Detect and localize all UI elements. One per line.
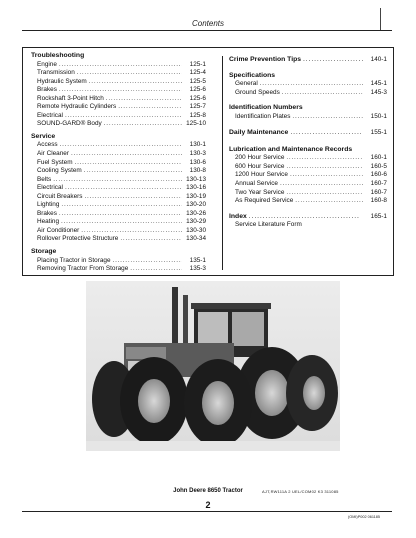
toc-entry[interactable]: [31, 120, 206, 129]
leader-dots: [303, 56, 363, 65]
entry-page: 130-1: [189, 141, 206, 149]
toc-entry[interactable]: [31, 235, 206, 244]
leader-dots: [286, 154, 363, 163]
toc-right-column: [229, 52, 387, 233]
leader-dots: [286, 163, 363, 172]
leader-dots: [89, 78, 182, 87]
entry-page: 135-3: [189, 265, 206, 273]
entry-page: 125-5: [189, 77, 206, 85]
leader-dots: [71, 150, 182, 159]
entry-label: Two Year Service: [235, 188, 285, 196]
leader-dots: [295, 197, 363, 206]
leader-dots: [290, 129, 363, 138]
toc-entry[interactable]: [31, 78, 206, 87]
entry-label: Remote Hydraulic Cylinders: [37, 103, 117, 111]
leader-dots: [280, 180, 363, 189]
toc-section-daily-maintenance: [229, 129, 387, 138]
entry-label: Lighting: [37, 201, 60, 209]
leader-dots: [282, 89, 363, 98]
toc-entry-service-literature[interactable]: Service Literature Form: [235, 221, 302, 229]
leader-dots: [59, 86, 182, 95]
leader-dots: [113, 257, 182, 266]
entry-page: 135-1: [189, 256, 206, 264]
section-heading: Crime Prevention Tips: [229, 56, 302, 63]
entry-page: 165-1: [370, 212, 387, 220]
toc-entry[interactable]: [31, 176, 206, 185]
toc-section-identification: [229, 104, 387, 121]
leader-dots: [118, 103, 182, 112]
entry-label: 1200 Hour Service: [235, 171, 288, 179]
toc-entry[interactable]: [229, 180, 387, 189]
entry-label: Engine: [37, 60, 57, 68]
toc-entry[interactable]: [229, 189, 387, 198]
toc-entry[interactable]: [229, 171, 387, 180]
toc-entry[interactable]: [229, 163, 387, 172]
toc-entry[interactable]: [31, 95, 206, 104]
toc-entry[interactable]: [31, 210, 206, 219]
toc-section-index: [229, 213, 387, 230]
section-heading: Index: [229, 212, 247, 220]
leader-dots: [77, 69, 182, 78]
entry-label: General: [235, 80, 258, 88]
entry-label: Rockshaft 3-Point Hitch: [37, 94, 104, 102]
entry-page: 130-20: [186, 201, 206, 209]
toc-section-troubleshooting: [31, 52, 206, 129]
leader-dots: [292, 113, 363, 122]
toc-entry[interactable]: [229, 213, 387, 222]
toc-entry[interactable]: [31, 218, 206, 227]
entry-page: 125-1: [189, 60, 206, 68]
document-code: AJT,RW111A 2 UEL/COM02 K3 311085: [262, 489, 339, 494]
leader-dots: [290, 171, 363, 180]
leader-dots: [53, 176, 182, 185]
entry-label: Brakes: [37, 86, 57, 94]
entry-label: 200 Hour Service: [235, 154, 285, 162]
toc-entry[interactable]: [31, 193, 206, 202]
section-heading: Lubrication and Maintenance Records: [229, 145, 353, 153]
entry-page: 125-4: [189, 69, 206, 77]
entry-label: Removing Tractor From Storage: [37, 265, 129, 273]
section-heading: Specifications: [229, 71, 276, 79]
leader-dots: [61, 218, 182, 227]
entry-label: SOUND-GARD® Body: [37, 120, 102, 128]
toc-entry[interactable]: [31, 141, 206, 150]
entry-page: 130-8: [189, 167, 206, 175]
tractor-illustration: [86, 281, 340, 451]
toc-section-lubrication: [229, 146, 387, 206]
tractor-photo: [86, 281, 340, 451]
leader-dots: [84, 167, 182, 176]
entry-label: Air Cleaner: [37, 150, 69, 158]
entry-page: 125-6: [189, 94, 206, 102]
photo-caption: John Deere 8650 Tractor: [173, 488, 243, 494]
entry-page: 130-29: [186, 218, 206, 226]
toc-entry[interactable]: [31, 184, 206, 193]
leader-dots: [286, 189, 363, 198]
contents-box: [22, 47, 394, 276]
entry-label: Circuit Breakers: [37, 192, 83, 200]
leader-dots: [249, 213, 363, 222]
entry-page: 160-5: [370, 162, 387, 170]
entry-label: Rollover Protective Structure: [37, 235, 119, 243]
entry-page: 125-7: [189, 103, 206, 111]
entry-page: 140-1: [370, 56, 387, 63]
leader-dots: [260, 80, 363, 89]
toc-entry[interactable]: [229, 113, 387, 122]
entry-page: 160-7: [370, 180, 387, 188]
section-heading: Daily Maintenance: [229, 129, 289, 137]
toc-entry[interactable]: [31, 159, 206, 168]
entry-label: Heating: [37, 218, 60, 226]
leader-dots: [104, 120, 182, 129]
entry-page: 130-16: [186, 184, 206, 192]
leader-dots: [84, 193, 182, 202]
entry-label: Belts: [37, 175, 52, 183]
leader-dots: [81, 227, 182, 236]
toc-entry[interactable]: [229, 129, 387, 138]
toc-entry[interactable]: [31, 150, 206, 159]
entry-page: 125-10: [186, 120, 206, 128]
entry-label: Brakes: [37, 209, 57, 217]
section-heading: Troubleshooting: [31, 52, 85, 59]
toc-entry[interactable]: [31, 167, 206, 176]
entry-page: 160-8: [370, 197, 387, 205]
entry-page: 130-13: [186, 175, 206, 183]
leader-dots: [120, 235, 182, 244]
toc-section-crime-prevention: [229, 56, 387, 65]
entry-label: Access: [37, 141, 58, 149]
entry-label: Cooling System: [37, 167, 82, 175]
entry-page: 155-1: [370, 129, 387, 137]
entry-page: 125-8: [189, 111, 206, 119]
toc-entry[interactable]: [229, 80, 387, 89]
leader-dots: [65, 184, 182, 193]
entry-page: 125-6: [189, 86, 206, 94]
entry-label: Air Conditioner: [37, 226, 80, 234]
entry-page: 145-1: [370, 80, 387, 88]
entry-label: As Required Service: [235, 197, 294, 205]
toc-entry[interactable]: [31, 201, 206, 210]
toc-entry[interactable]: [229, 89, 387, 98]
entry-page: 160-1: [370, 154, 387, 162]
leader-dots: [75, 159, 182, 168]
leader-dots: [59, 210, 182, 219]
entry-page: 160-7: [370, 188, 387, 196]
toc-entry[interactable]: [31, 227, 206, 236]
entry-page: 130-30: [186, 226, 206, 234]
entry-label: Identification Plates: [235, 112, 291, 120]
toc-entry[interactable]: [229, 197, 387, 206]
leader-dots: [61, 201, 182, 210]
toc-entry[interactable]: [31, 257, 206, 266]
section-heading: Storage: [31, 248, 57, 256]
entry-page: 130-6: [189, 158, 206, 166]
column-divider: [222, 56, 223, 270]
entry-label: Electrical: [37, 111, 63, 119]
entry-page: 130-34: [186, 235, 206, 243]
entry-label: Ground Speeds: [235, 88, 280, 96]
entry-page: 130-26: [186, 209, 206, 217]
toc-section-service: [31, 133, 206, 244]
toc-section-storage: [31, 248, 206, 274]
entry-label: 600 Hour Service: [235, 162, 285, 170]
entry-label: Fuel System: [37, 158, 73, 166]
toc-entry[interactable]: [31, 265, 206, 274]
entry-page: 150-1: [370, 112, 387, 120]
footer-rule: [22, 511, 392, 512]
leader-dots: [60, 141, 182, 150]
entry-label: Annual Service: [235, 180, 278, 188]
toc-entry[interactable]: [31, 86, 206, 95]
page-number: 2: [205, 500, 211, 510]
entry-label: Electrical: [37, 184, 63, 192]
entry-page: 145-3: [370, 88, 387, 96]
entry-page: 130-3: [189, 150, 206, 158]
leader-dots: [106, 95, 182, 104]
toc-section-specifications: [229, 72, 387, 98]
leader-dots: [130, 265, 182, 274]
entry-label: Transmission: [37, 69, 75, 77]
footer-code: (OMI)P002 061185: [348, 515, 381, 519]
toc-entry[interactable]: [31, 103, 206, 112]
toc-entry[interactable]: [229, 56, 387, 65]
entry-page: 130-19: [186, 192, 206, 200]
toc-entry[interactable]: [31, 69, 206, 78]
section-heading: Identification Numbers: [229, 104, 303, 112]
entry-label: Placing Tractor in Storage: [37, 256, 111, 264]
header-rule: [22, 30, 392, 31]
page-header-title: Contents: [191, 19, 225, 28]
toc-entry[interactable]: [229, 154, 387, 163]
entry-page: 160-6: [370, 171, 387, 179]
leader-dots: [59, 61, 182, 70]
toc-entry[interactable]: [31, 61, 206, 70]
section-heading: Service: [31, 132, 56, 140]
toc-left-column: [31, 52, 206, 277]
entry-label: Hydraulic System: [37, 77, 87, 85]
